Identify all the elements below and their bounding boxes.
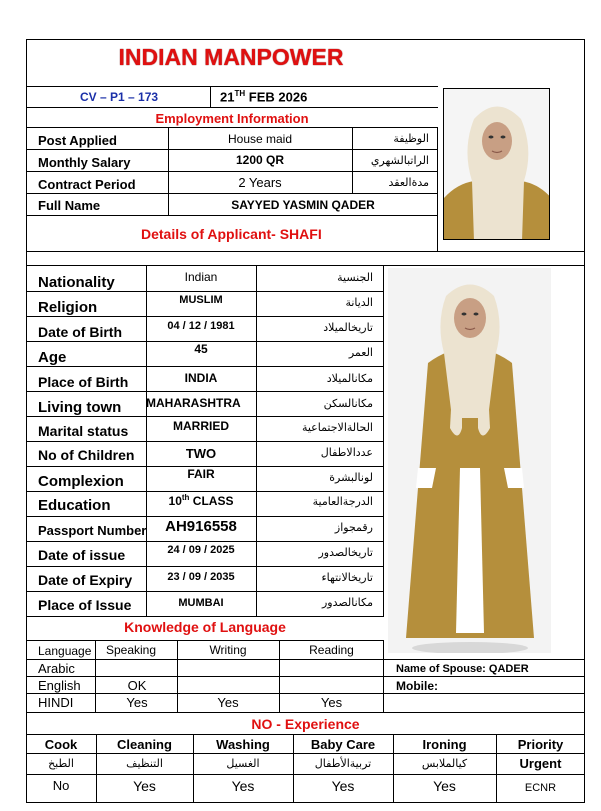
experience-col-cleaning: Cleaning — [117, 737, 172, 752]
language-hindi-reading: Yes — [320, 695, 343, 710]
detail-value-age: 45 — [194, 342, 208, 356]
applicant-heading: Details of Applicant- SHAFI — [141, 226, 322, 242]
mobile-label: Mobile: — [396, 679, 438, 693]
detail-arabic-complexion: لونالبشرة — [329, 471, 373, 484]
experience-arabic-washing: الغسيل — [226, 757, 260, 770]
detail-label-expiry-date: Date of Expiry — [38, 572, 133, 588]
detail-label-marital: Marital status — [38, 423, 129, 439]
detail-label-issue-date: Date of issue — [38, 547, 126, 563]
employment-value-salary: 1200 QR — [235, 153, 285, 167]
detail-arabic-place-of-issue: مكانالصدور — [321, 596, 373, 609]
applicant-full-photo — [388, 268, 551, 653]
experience-value-cleaning: Yes — [133, 778, 156, 794]
employment-arabic-salary: الراتبالشهري — [370, 154, 429, 167]
detail-arabic-children: عددالاطفال — [320, 446, 373, 459]
detail-value-education: 10th CLASS — [168, 493, 234, 508]
detail-value-marital: MARRIED — [173, 419, 229, 433]
detail-label-children: No of Children — [38, 447, 135, 463]
experience-col-priority: Priority — [517, 737, 564, 752]
detail-arabic-living-town: مكانالسكن — [323, 397, 373, 410]
detail-value-passport: AH916558 — [165, 518, 237, 535]
cv-reference: CV – P1 – 173 — [80, 90, 159, 104]
experience-value-washing: Yes — [231, 778, 255, 794]
page-title: INDIAN MANPOWER — [118, 44, 344, 70]
detail-arabic-marital: الحالةالاجتماعية — [301, 421, 373, 434]
experience-col-ironing: Ironing — [422, 737, 467, 752]
experience-value-ironing: Yes — [433, 778, 456, 794]
language-col-language: Language — [38, 644, 92, 658]
detail-label-dob: Date of Birth — [38, 324, 122, 340]
applicant-portrait-photo — [443, 88, 550, 240]
detail-label-religion: Religion — [38, 299, 98, 316]
experience-arabic-cleaning: التنظيف — [126, 757, 163, 770]
language-col-writing: Writing — [209, 643, 247, 657]
detail-label-place-of-issue: Place of Issue — [38, 597, 132, 613]
detail-label-complexion: Complexion — [38, 473, 124, 490]
experience-arabic-baby-care: تربيةالأطفال — [314, 757, 372, 770]
experience-value-baby-care: Yes — [331, 778, 355, 794]
detail-arabic-age: العمر — [348, 346, 373, 359]
employment-label-contract: Contract Period — [38, 177, 136, 192]
detail-label-living-town: Living town — [38, 399, 122, 416]
language-hindi-writing: Yes — [217, 695, 239, 710]
detail-label-place-of-birth: Place of Birth — [38, 374, 129, 390]
detail-label-education: Education — [38, 497, 111, 514]
cv-date: 21TH FEB 2026 — [220, 89, 308, 105]
language-col-reading: Reading — [309, 643, 354, 657]
employment-heading: Employment Information — [155, 111, 309, 126]
employment-value-post: House maid — [227, 132, 293, 146]
experience-heading: NO - Experience — [251, 716, 360, 732]
detail-arabic-passport: رقمجواز — [334, 521, 373, 534]
detail-label-age: Age — [38, 349, 67, 366]
detail-arabic-issue-date: تاريخالصدور — [318, 546, 373, 559]
detail-value-nationality: Indian — [184, 270, 218, 284]
detail-value-place-of-issue: MUMBAI — [178, 597, 224, 609]
language-row-hindi: HINDI — [38, 695, 74, 710]
detail-arabic-education: الدرجةالعامية — [312, 495, 373, 508]
detail-value-children: TWO — [185, 446, 217, 461]
experience-arabic-cook: الطبخ — [48, 757, 74, 770]
employment-label-fullname: Full Name — [38, 198, 101, 213]
spouse-name: QADER — [488, 663, 529, 675]
experience-col-washing: Washing — [216, 737, 270, 752]
detail-label-nationality: Nationality — [38, 274, 115, 291]
detail-value-place-of-birth: INDIA — [184, 371, 218, 385]
employment-value-contract: 2 Years — [238, 175, 282, 190]
employment-arabic-post: الوظيفة — [393, 132, 429, 145]
language-heading: Knowledge of Language — [124, 619, 286, 635]
detail-value-living-town: MAHARASHTRA — [146, 396, 241, 410]
experience-value-cook: No — [52, 778, 70, 793]
experience-arabic-ironing: كيالملابس — [421, 757, 468, 770]
experience-priority-code: ECNR — [524, 782, 557, 794]
detail-arabic-nationality: الجنسية — [337, 271, 373, 284]
details-table — [26, 266, 384, 616]
detail-label-passport: Passport Number — [38, 523, 147, 538]
language-hindi-speaking: Yes — [126, 695, 148, 710]
experience-priority-value: Urgent — [519, 756, 562, 771]
detail-arabic-religion: الديانة — [345, 296, 373, 309]
detail-arabic-dob: تاريخالميلاد — [323, 321, 373, 334]
detail-value-issue-date: 24 / 09 / 2025 — [167, 544, 235, 556]
detail-value-expiry-date: 23 / 09 / 2035 — [167, 571, 235, 583]
language-english-speaking: OK — [127, 678, 147, 693]
detail-value-complexion: FAIR — [187, 467, 215, 481]
detail-value-religion: MUSLIM — [179, 294, 223, 306]
detail-arabic-place-of-birth: مكانالميلاد — [326, 372, 373, 385]
employment-label-post: Post Applied — [38, 133, 117, 148]
experience-col-cook: Cook — [44, 737, 78, 752]
employment-arabic-contract: مدةالعقد — [388, 176, 429, 189]
detail-arabic-expiry-date: تاريخالانتهاء — [321, 571, 373, 584]
experience-col-baby-care: Baby Care — [310, 737, 376, 752]
spouse-label: Name of Spouse: QADER — [396, 663, 529, 675]
employment-label-salary: Monthly Salary — [38, 155, 131, 170]
employment-value-fullname: SAYYED YASMIN QADER — [231, 198, 375, 212]
language-row-arabic: Arabic — [38, 661, 75, 676]
language-col-speaking: Speaking — [105, 643, 157, 657]
language-row-english: English — [38, 678, 81, 693]
detail-value-dob: 04 / 12 / 1981 — [167, 320, 235, 332]
